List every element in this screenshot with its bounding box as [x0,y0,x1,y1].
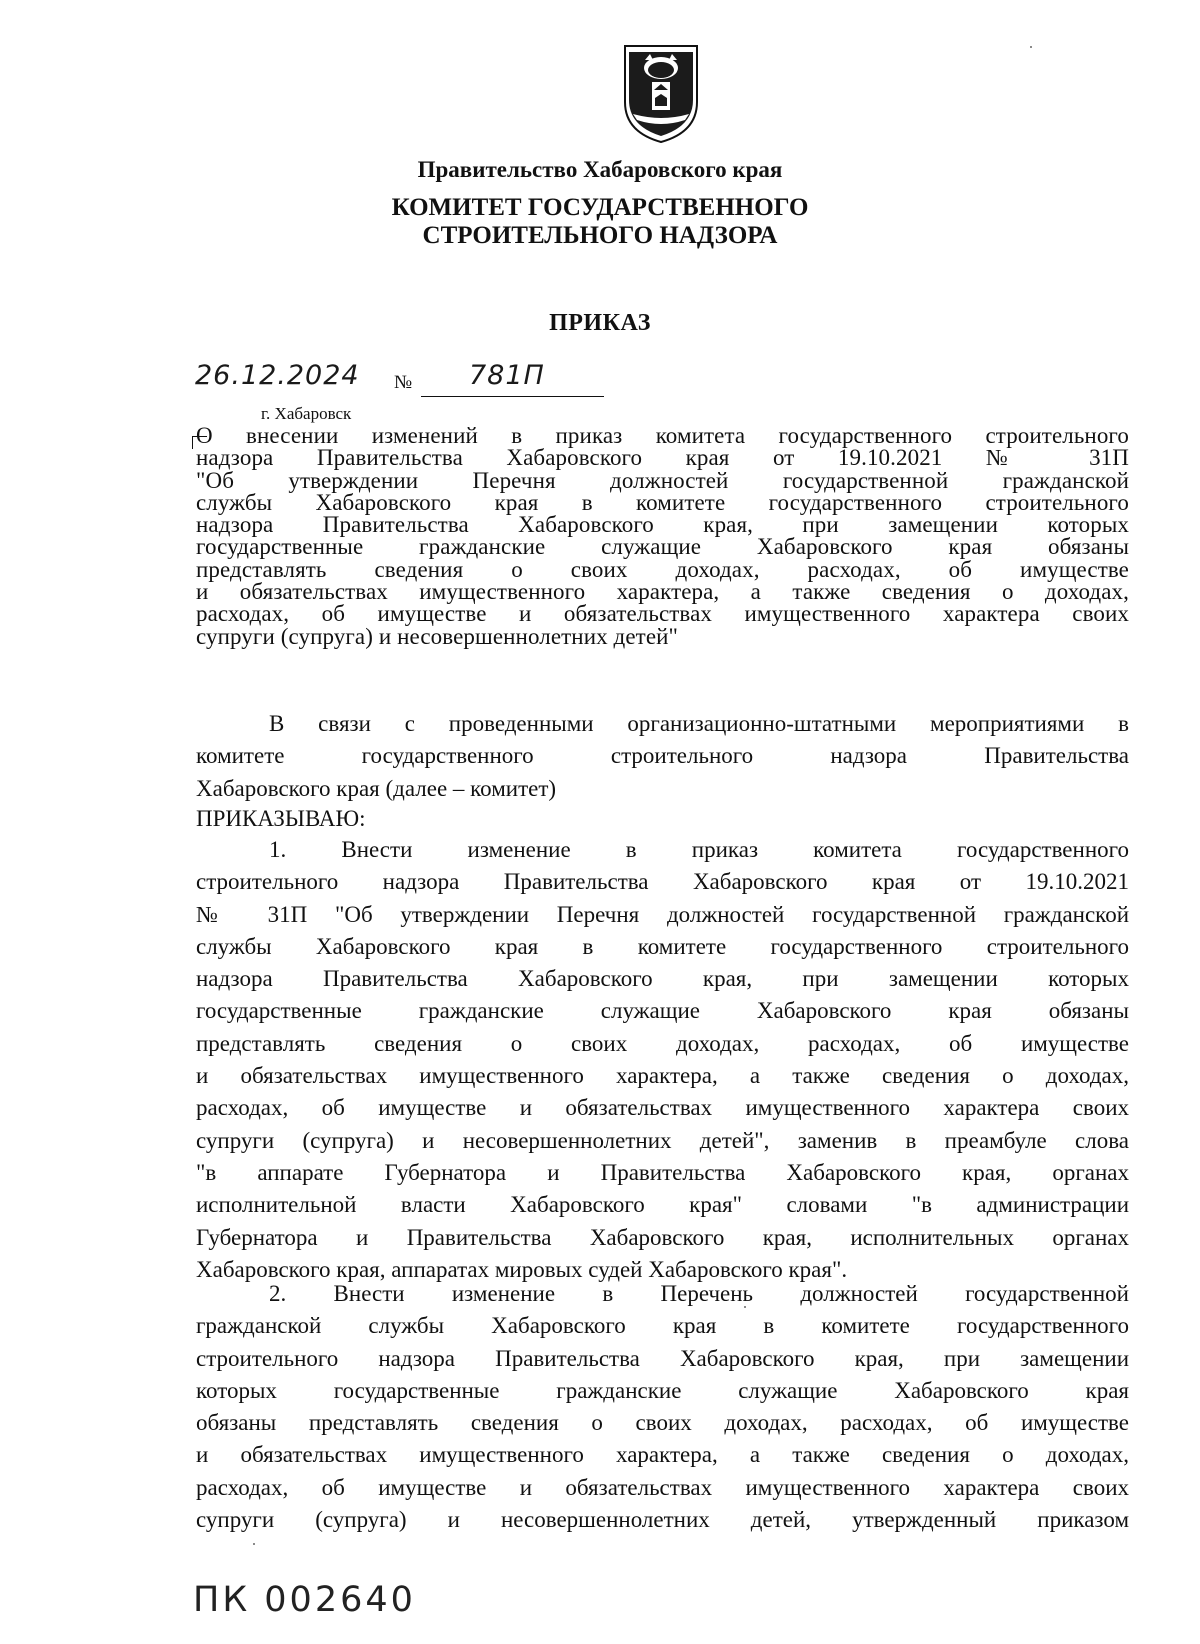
title-line: и обязательствах имущественного характера, а также сведения о доходах, [196,579,1129,605]
point-1-line: расходах, об имуществе и обязательствах имущественного характера своих [196,1095,1129,1121]
point-2-line: обязаны представлять сведения о своих доходах, расходах, об имуществе [196,1410,1129,1436]
handwritten-date: 26.12.2024 [195,360,360,391]
title-line: государственные гражданские служащие Хабаровского края обязаны [196,534,1129,560]
point-2-line: гражданской службы Хабаровского края в комитете государственного [196,1313,1129,1339]
form-serial-code: ПК 002640 [193,1580,416,1620]
point-2-line: которых государственные гражданские служащие Хабаровского края [196,1377,1129,1403]
scan-speck [253,1543,255,1545]
point-1-line: исполнительной власти Хабаровского края" словами "в администрации [196,1192,1129,1218]
title-line: "Об утверждении Перечня должностей государственной гражданской [196,467,1129,493]
point-2-line: строительного надзора Правительства Хабаровского края, при замещении [196,1345,1129,1371]
scan-speck [1030,46,1032,48]
point-1-line: службы Хабаровского края в комитете государственного строительного [196,933,1129,959]
order-title [196,425,1129,648]
committee-name-line1: КОМИТЕТ ГОСУДАРСТВЕННОГО [391,194,809,221]
document-type-title: ПРИКАЗ [549,310,651,336]
point-1-line: супруги (супруга) и несовершеннолетних детей", заменив в преамбуле слова [196,1127,1129,1153]
point-1-line: Хабаровского края, аппаратах мировых судей Хабаровского края". [196,1256,848,1282]
point-2-line: супруги (супруга) и несовершеннолетних детей, утвержденный приказом [196,1507,1129,1533]
title-line: представлять сведения о своих доходах, расходах, об имуществе [196,556,1129,582]
preamble-line: В связи с проведенными организационно-штатными мероприятиями в [269,711,1129,736]
point-1-line: представлять сведения о своих доходах, расходах, об имуществе [196,1030,1129,1056]
point-1-line: 1. Внести изменение в приказ комитета государственного [269,837,1129,862]
title-line: надзора Правительства Хабаровского края, при замещении которых [196,512,1129,538]
city-label: г. Хабаровск [261,404,352,423]
date-number-line [193,360,613,400]
title-line: супруги (супруга) и несовершеннолетних детей" [196,623,679,649]
title-line: надзора Правительства Хабаровского края от 19.10.2021 № 31П [196,445,1129,471]
point-2-line: и обязательствах имущественного характера, а также сведения о доходах, [196,1442,1129,1468]
point-1-line: надзора Правительства Хабаровского края, при замещении которых [196,966,1129,992]
order-word [196,803,1129,835]
number-sign: № [394,372,413,393]
preamble-line: комитете государственного строительного надзора Правительства [196,743,1129,769]
point-1-line: строительного надзора Правительства Хабаровского края от 19.10.2021 [196,869,1129,895]
title-line: расходах, об имуществе и обязательствах имущественного характера своих [196,601,1129,627]
point-1-line: государственные гражданские служащие Хабаровского края обязаны [196,998,1129,1024]
point-2-line: 2. Внести изменение в Перечень должностей государственной [269,1281,1129,1306]
scan-speck [744,1306,746,1308]
order-word-text: ПРИКАЗЫВАЮ: [196,806,366,831]
point-1-line: № 31П "Об утверждении Перечня должностей государственной гражданской [196,901,1129,927]
point-1-line: Губернатора и Правительства Хабаровского края, исполнительных органах [196,1224,1129,1250]
preamble-paragraph [196,708,1129,805]
title-line: службы Хабаровского края в комитете государственного строительного [196,489,1129,515]
point-1-line: "в аппарате Губернатора и Правительства Хабаровского края, органах [196,1159,1129,1185]
coat-of-arms-emblem [619,40,703,146]
government-name: Правительство Хабаровского края [417,157,783,182]
preamble-line: Хабаровского края (далее – комитет) [196,775,557,801]
handwritten-number: 781П [469,360,545,391]
number-underline [421,396,604,397]
point-1-paragraph [196,834,1129,1286]
point-1-line: и обязательствах имущественного характера, а также сведения о доходах, [196,1063,1129,1089]
committee-name-line2: СТРОИТЕЛЬНОГО НАДЗОРА [422,222,778,249]
point-2-paragraph [196,1278,1129,1536]
point-2-line: расходах, об имуществе и обязательствах имущественного характера своих [196,1474,1129,1500]
title-line: О внесении изменений в приказ комитета государственного строительного [196,423,1129,448]
